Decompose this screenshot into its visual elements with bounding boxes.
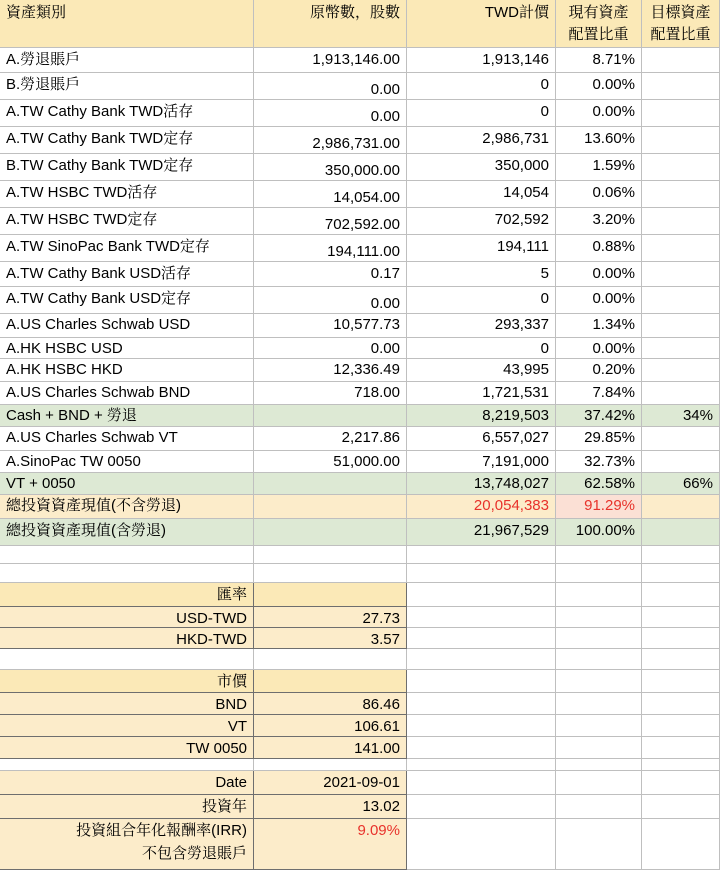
original-amount[interactable]: 702,592.00 <box>254 208 407 235</box>
target-allocation[interactable] <box>642 382 720 405</box>
header-current-line2: 配置比重 <box>568 26 629 43</box>
asset-name[interactable]: A.SinoPac TW 0050 <box>0 451 254 473</box>
header-target-line2: 配置比重 <box>650 26 711 43</box>
original-amount[interactable]: 194,111.00 <box>254 235 407 262</box>
asset-name[interactable]: A.HK HSBC HKD <box>0 359 254 382</box>
empty-cell[interactable] <box>642 628 720 649</box>
empty-cell[interactable] <box>407 737 556 759</box>
fx-title[interactable]: 匯率 <box>0 583 254 607</box>
twd-value[interactable]: 8,219,503 <box>407 405 556 427</box>
target-allocation[interactable] <box>642 48 720 73</box>
original-amount[interactable] <box>254 473 407 495</box>
market-tw-value[interactable]: 141.00 <box>254 737 407 759</box>
current-allocation[interactable]: 62.58% <box>556 473 642 495</box>
target-allocation[interactable] <box>642 314 720 338</box>
target-allocation[interactable] <box>642 451 720 473</box>
empty-cell[interactable] <box>556 607 642 628</box>
blank-cell[interactable] <box>642 544 720 564</box>
fx-usd-label[interactable]: USD-TWD <box>0 607 254 628</box>
years-value[interactable]: 13.02 <box>254 795 407 819</box>
irr-label-line2: 不包含勞退賬戶 <box>141 845 247 862</box>
market-vt-label[interactable]: VT <box>0 715 254 737</box>
asset-name[interactable]: A.US Charles Schwab BND <box>0 382 254 405</box>
empty-cell[interactable] <box>0 564 254 583</box>
empty-cell[interactable] <box>254 759 407 771</box>
target-allocation[interactable] <box>642 427 720 451</box>
current-allocation[interactable]: 0.88% <box>556 235 642 262</box>
blank-cell[interactable] <box>254 544 407 564</box>
asset-name[interactable]: A.勞退賬戶 <box>0 48 254 73</box>
twd-value[interactable]: 0 <box>407 73 556 100</box>
empty-cell[interactable] <box>556 628 642 649</box>
twd-value[interactable]: 7,191,000 <box>407 451 556 473</box>
asset-name[interactable]: A.HK HSBC USD <box>0 338 254 359</box>
twd-value[interactable]: 350,000 <box>407 154 556 181</box>
original-amount[interactable]: 2,986,731.00 <box>254 127 407 154</box>
empty-cell[interactable] <box>556 670 642 693</box>
market-title-blank[interactable] <box>254 670 407 693</box>
twd-value[interactable]: 702,592 <box>407 208 556 235</box>
target-allocation[interactable] <box>642 73 720 100</box>
empty-cell[interactable] <box>642 759 720 771</box>
original-amount[interactable]: 0.00 <box>254 338 407 359</box>
target-allocation[interactable] <box>642 359 720 382</box>
fx-hkd-value[interactable]: 3.57 <box>254 628 407 649</box>
twd-value[interactable]: 1,721,531 <box>407 382 556 405</box>
empty-cell[interactable] <box>556 649 642 670</box>
asset-name[interactable]: A.US Charles Schwab VT <box>0 427 254 451</box>
current-allocation[interactable]: 91.29% <box>556 495 642 519</box>
asset-name[interactable]: Cash + BND + 勞退 <box>0 405 254 427</box>
empty-cell[interactable] <box>642 649 720 670</box>
market-bnd-label[interactable]: BND <box>0 693 254 715</box>
original-amount[interactable]: 1,913,146.00 <box>254 48 407 73</box>
original-amount[interactable]: 2,217.86 <box>254 427 407 451</box>
current-allocation[interactable]: 29.85% <box>556 427 642 451</box>
fx-usd-value[interactable]: 27.73 <box>254 607 407 628</box>
empty-cell[interactable] <box>556 759 642 771</box>
fx-title-blank[interactable] <box>254 583 407 607</box>
current-allocation[interactable]: 0.00% <box>556 73 642 100</box>
empty-cell[interactable] <box>407 670 556 693</box>
asset-name[interactable]: 總投資資產現值(含勞退) <box>0 519 254 546</box>
empty-cell[interactable] <box>407 649 556 670</box>
empty-cell[interactable] <box>556 715 642 737</box>
original-amount[interactable]: 0.00 <box>254 100 407 127</box>
original-amount[interactable]: 51,000.00 <box>254 451 407 473</box>
header-current-line1: 現有資產 <box>568 4 629 21</box>
twd-value[interactable]: 6,557,027 <box>407 427 556 451</box>
current-allocation[interactable]: 0.00% <box>556 100 642 127</box>
empty-cell[interactable] <box>407 715 556 737</box>
twd-value[interactable]: 5 <box>407 262 556 287</box>
empty-cell[interactable] <box>556 693 642 715</box>
twd-value[interactable]: 20,054,383 <box>407 495 556 519</box>
target-allocation[interactable] <box>642 262 720 287</box>
twd-value[interactable]: 194,111 <box>407 235 556 262</box>
empty-cell[interactable] <box>407 564 556 583</box>
original-amount[interactable]: 10,577.73 <box>254 314 407 338</box>
empty-cell[interactable] <box>642 693 720 715</box>
blank-cell[interactable] <box>407 544 556 564</box>
target-allocation[interactable] <box>642 519 720 546</box>
empty-cell[interactable] <box>407 795 556 819</box>
target-allocation[interactable] <box>642 495 720 519</box>
market-vt-value[interactable]: 106.61 <box>254 715 407 737</box>
target-allocation[interactable] <box>642 208 720 235</box>
current-allocation[interactable]: 0.00% <box>556 338 642 359</box>
irr-label-line1: 投資組合年化報酬率(IRR) <box>76 822 247 839</box>
empty-cell[interactable] <box>642 795 720 819</box>
empty-cell[interactable] <box>556 795 642 819</box>
asset-name[interactable]: A.TW HSBC TWD活存 <box>0 181 254 208</box>
irr-label[interactable] <box>0 819 254 870</box>
market-bnd-value[interactable]: 86.46 <box>254 693 407 715</box>
empty-cell[interactable] <box>407 693 556 715</box>
asset-name[interactable]: A.US Charles Schwab USD <box>0 314 254 338</box>
empty-cell[interactable] <box>642 564 720 583</box>
header-target-line1: 目標資產 <box>650 4 711 21</box>
asset-name[interactable]: B.勞退賬戶 <box>0 73 254 100</box>
original-amount[interactable]: 0.00 <box>254 73 407 100</box>
empty-cell[interactable] <box>407 771 556 795</box>
empty-cell[interactable] <box>642 819 720 870</box>
header-target-alloc[interactable] <box>642 0 720 48</box>
empty-cell[interactable] <box>407 819 556 870</box>
original-amount[interactable]: 14,054.00 <box>254 181 407 208</box>
current-allocation[interactable]: 32.73% <box>556 451 642 473</box>
twd-value[interactable]: 21,967,529 <box>407 519 556 546</box>
empty-cell[interactable] <box>642 607 720 628</box>
empty-cell[interactable] <box>642 715 720 737</box>
header-category[interactable]: 資產類別 <box>0 0 254 48</box>
target-allocation[interactable]: 34% <box>642 405 720 427</box>
asset-name[interactable]: A.TW SinoPac Bank TWD定存 <box>0 235 254 262</box>
original-amount[interactable]: 350,000.00 <box>254 154 407 181</box>
target-allocation[interactable] <box>642 100 720 127</box>
current-allocation[interactable]: 100.00% <box>556 519 642 546</box>
target-allocation[interactable] <box>642 235 720 262</box>
irr-value[interactable]: 9.09% <box>254 819 407 870</box>
blank-cell[interactable] <box>0 544 254 564</box>
fx-hkd-label[interactable]: HKD-TWD <box>0 628 254 649</box>
empty-cell[interactable] <box>642 737 720 759</box>
target-allocation[interactable] <box>642 181 720 208</box>
original-amount[interactable] <box>254 519 407 546</box>
current-allocation[interactable]: 37.42% <box>556 405 642 427</box>
original-amount[interactable]: 12,336.49 <box>254 359 407 382</box>
asset-name[interactable]: A.TW Cathy Bank TWD活存 <box>0 100 254 127</box>
asset-name[interactable]: B.TW Cathy Bank TWD定存 <box>0 154 254 181</box>
empty-cell[interactable] <box>407 628 556 649</box>
target-allocation[interactable]: 66% <box>642 473 720 495</box>
current-allocation[interactable]: 1.59% <box>556 154 642 181</box>
twd-value[interactable]: 14,054 <box>407 181 556 208</box>
asset-name[interactable]: A.TW HSBC TWD定存 <box>0 208 254 235</box>
market-title[interactable]: 市價 <box>0 670 254 693</box>
asset-name[interactable]: A.TW Cathy Bank USD定存 <box>0 287 254 314</box>
twd-value[interactable]: 2,986,731 <box>407 127 556 154</box>
empty-cell[interactable] <box>0 649 254 670</box>
empty-cell[interactable] <box>556 819 642 870</box>
current-allocation[interactable]: 0.00% <box>556 262 642 287</box>
empty-cell[interactable] <box>642 583 720 607</box>
current-allocation[interactable]: 7.84% <box>556 382 642 405</box>
target-allocation[interactable] <box>642 127 720 154</box>
current-allocation[interactable]: 13.60% <box>556 127 642 154</box>
twd-value[interactable]: 293,337 <box>407 314 556 338</box>
twd-value[interactable]: 1,913,146 <box>407 48 556 73</box>
twd-value[interactable]: 0 <box>407 100 556 127</box>
current-allocation[interactable]: 8.71% <box>556 48 642 73</box>
years-label[interactable]: 投資年 <box>0 795 254 819</box>
original-amount[interactable]: 718.00 <box>254 382 407 405</box>
twd-value[interactable]: 43,995 <box>407 359 556 382</box>
current-allocation[interactable]: 0.06% <box>556 181 642 208</box>
asset-name[interactable]: 總投資資產現值(不含勞退) <box>0 495 254 519</box>
target-allocation[interactable] <box>642 154 720 181</box>
market-tw-label[interactable]: TW 0050 <box>0 737 254 759</box>
current-allocation[interactable]: 0.00% <box>556 287 642 314</box>
empty-cell[interactable] <box>556 583 642 607</box>
empty-cell[interactable] <box>407 759 556 771</box>
original-amount[interactable]: 0.00 <box>254 287 407 314</box>
current-allocation[interactable]: 3.20% <box>556 208 642 235</box>
empty-cell[interactable] <box>407 607 556 628</box>
twd-value[interactable]: 0 <box>407 338 556 359</box>
date-label[interactable]: Date <box>0 771 254 795</box>
blank-cell[interactable] <box>556 544 642 564</box>
empty-cell[interactable] <box>556 737 642 759</box>
empty-cell[interactable] <box>0 759 254 771</box>
date-value[interactable]: 2021-09-01 <box>254 771 407 795</box>
header-current-alloc[interactable] <box>556 0 642 48</box>
empty-cell[interactable] <box>556 564 642 583</box>
twd-value[interactable]: 13,748,027 <box>407 473 556 495</box>
target-allocation[interactable] <box>642 287 720 314</box>
twd-value[interactable]: 0 <box>407 287 556 314</box>
empty-cell[interactable] <box>556 771 642 795</box>
original-amount[interactable] <box>254 495 407 519</box>
header-original[interactable]: 原幣數，股數 <box>254 0 407 48</box>
current-allocation[interactable]: 1.34% <box>556 314 642 338</box>
empty-cell[interactable] <box>254 564 407 583</box>
target-allocation[interactable] <box>642 338 720 359</box>
empty-cell[interactable] <box>642 771 720 795</box>
empty-cell[interactable] <box>407 583 556 607</box>
empty-cell[interactable] <box>254 649 407 670</box>
asset-name[interactable]: A.TW Cathy Bank TWD定存 <box>0 127 254 154</box>
original-amount[interactable] <box>254 405 407 427</box>
asset-name[interactable]: VT + 0050 <box>0 473 254 495</box>
original-amount[interactable]: 0.17 <box>254 262 407 287</box>
current-allocation[interactable]: 0.20% <box>556 359 642 382</box>
asset-name[interactable]: A.TW Cathy Bank USD活存 <box>0 262 254 287</box>
empty-cell[interactable] <box>642 670 720 693</box>
header-twd[interactable]: TWD計價 <box>407 0 556 48</box>
